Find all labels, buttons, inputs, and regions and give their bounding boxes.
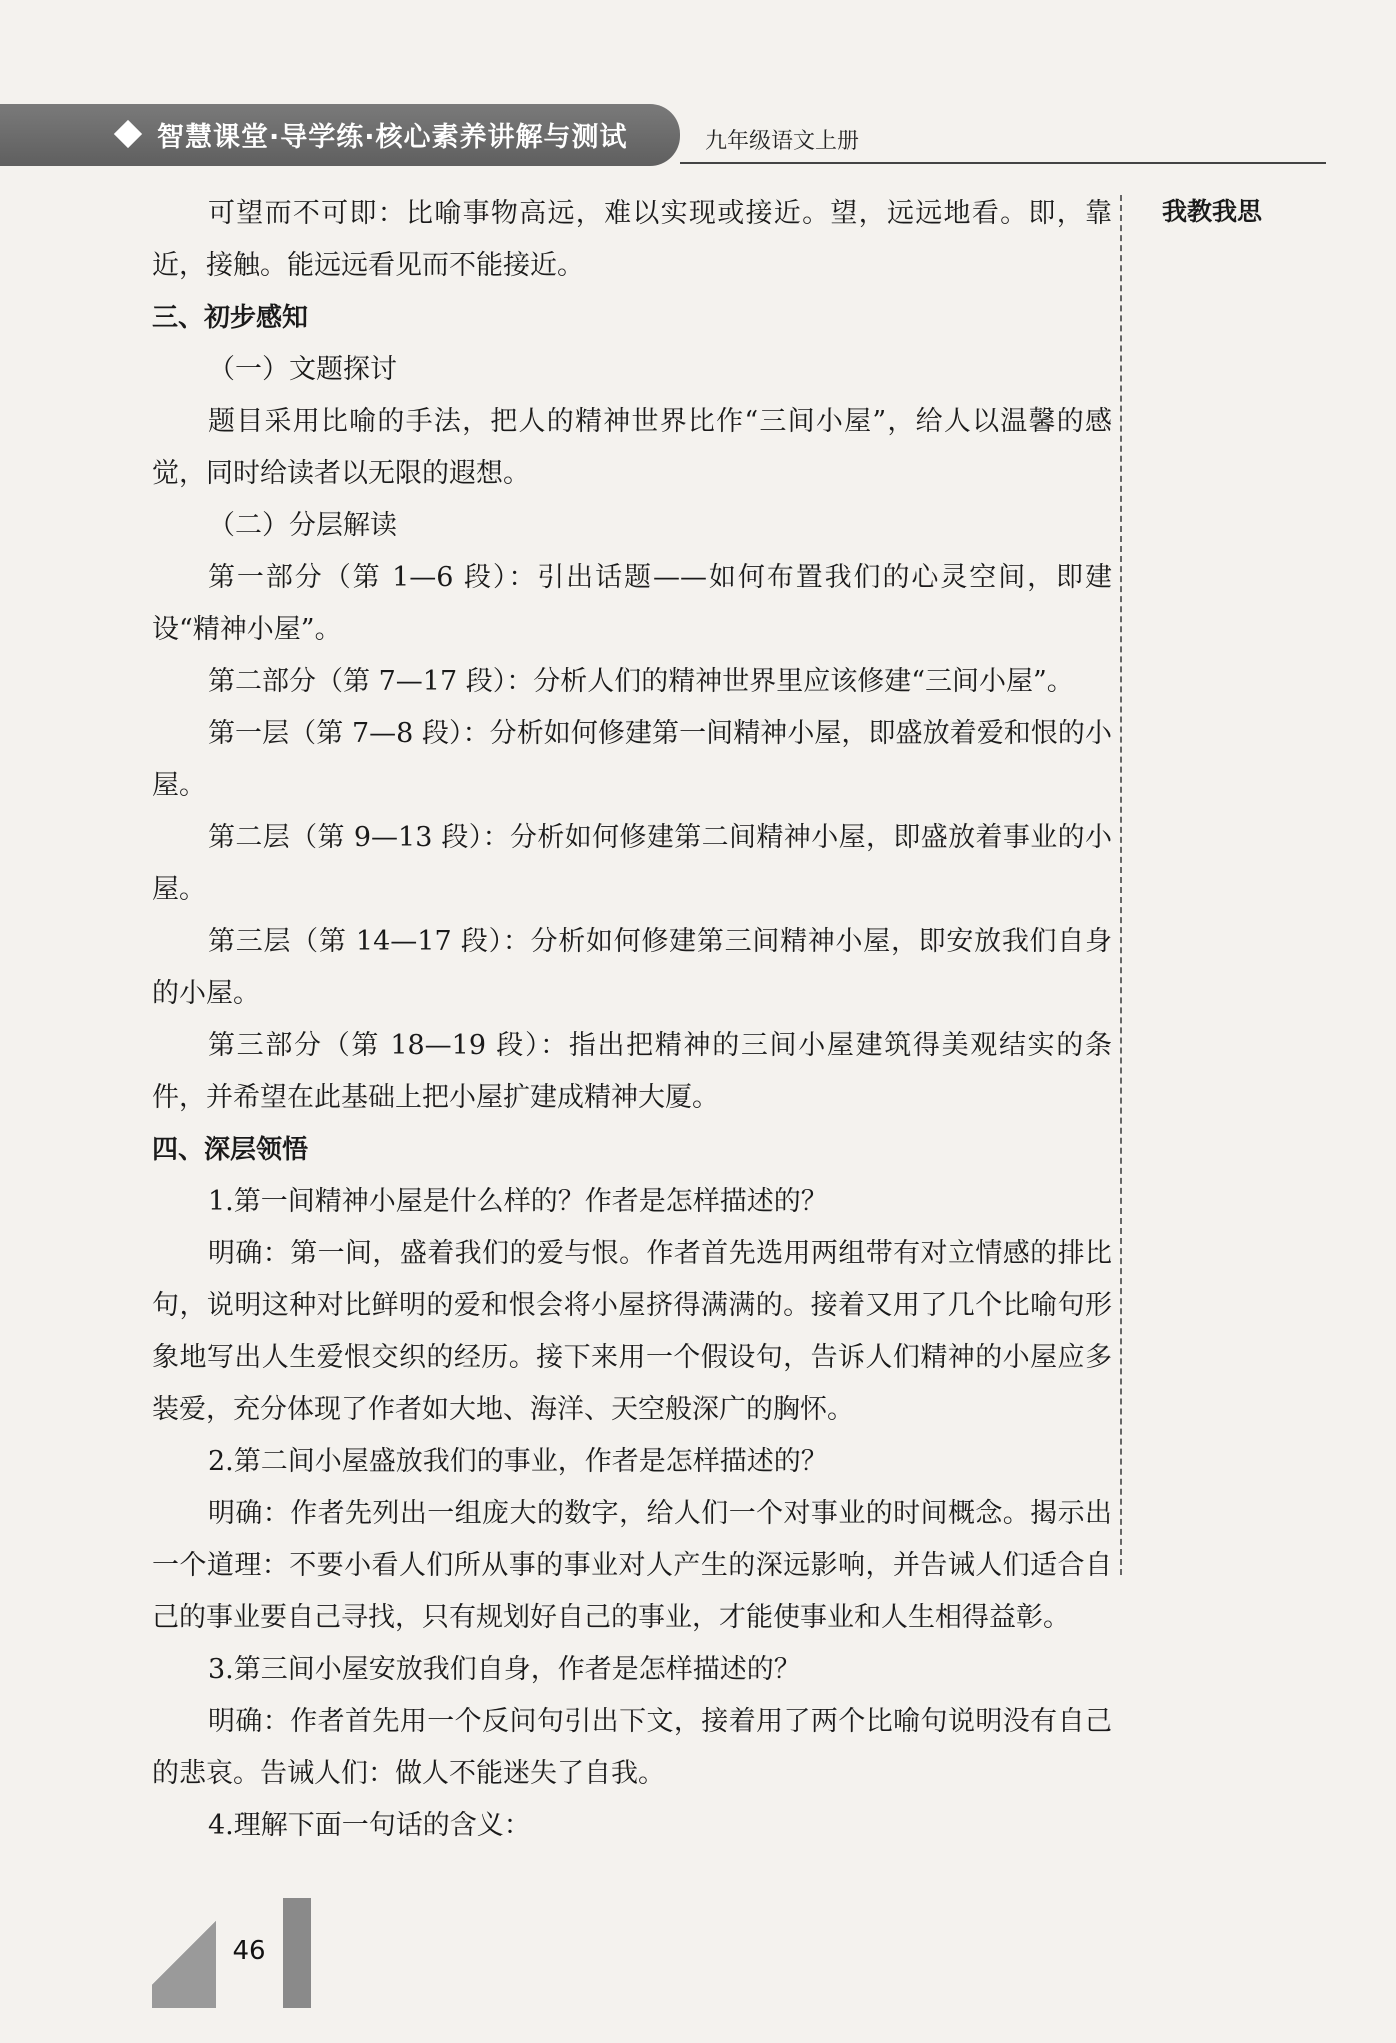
- section-heading: 四、深层领悟: [152, 1135, 309, 1165]
- paragraph: 第三部分（第 18—19 段）：指出把精神的三间小屋建筑得美观结实的条件，并希望在此基础上把小屋扩建成精神大厦。: [152, 1030, 1112, 1113]
- sidebar-title: 我教我思: [1162, 197, 1263, 226]
- section-heading: 三、初步感知: [152, 303, 309, 333]
- question: 4.理解下面一句话的含义：: [208, 1810, 531, 1841]
- answer: 明确：作者首先用一个反问句引出下文，接着用了两个比喻句说明没有自己的悲哀。告诫人们：做人不能迷失了自我。: [152, 1706, 1112, 1789]
- paragraph: 第二层（第 9—13 段）：分析如何修建第二间精神小屋，即盛放着事业的小屋。: [152, 822, 1112, 905]
- main-content: [152, 188, 1112, 1852]
- question: 1.第一间精神小屋是什么样的？作者是怎样描述的？: [208, 1186, 828, 1217]
- page-bar-decoration: [283, 1898, 311, 2008]
- answer: 明确：第一间，盛着我们的爱与恨。作者首先选用两组带有对立情感的排比句，说明这种对比鲜明的爱和恨会将小屋挤得满满的。接着又用了几个比喻句形象地写出人生爱恨交织的经历。接下来用一个假设句，告诉人们精神的小屋应多装爱，充分体现了作者如大地、海洋、天空般深广的胸怀。: [152, 1238, 1112, 1425]
- answer: 明确：作者先列出一组庞大的数字，给人们一个对事业的时间概念。揭示出一个道理：不要小看人们所从事的事业对人产生的深远影响，并告诫人们适合自己的事业要自己寻找，只有规划好自己的事业，才能使事业和人生相得益彰。: [152, 1498, 1112, 1633]
- question: 3.第三间小屋安放我们自身，作者是怎样描述的？: [208, 1654, 801, 1685]
- subheading: （一）文题探讨: [208, 354, 397, 385]
- paragraph: 可望而不可即：比喻事物高远，难以实现或接近。望，远远地看。即，靠近，接触。能远远看见而不能接近。: [152, 198, 1112, 281]
- page-number: 46: [232, 1936, 266, 1966]
- question: 2.第二间小屋盛放我们的事业，作者是怎样描述的？: [208, 1446, 828, 1477]
- grade-label: 九年级语文上册: [705, 129, 860, 154]
- subheading: （二）分层解读: [208, 510, 397, 541]
- margin-divider: [1120, 195, 1122, 1575]
- paragraph: 题目采用比喻的手法，把人的精神世界比作“三间小屋”，给人以温馨的感觉，同时给读者以无限的遐想。: [152, 406, 1112, 489]
- paragraph: 第一部分（第 1—6 段）：引出话题——如何布置我们的心灵空间，即建设“精神小屋”。: [152, 562, 1112, 645]
- paragraph: 第一层（第 7—8 段）：分析如何修建第一间精神小屋，即盛放着爱和恨的小屋。: [152, 718, 1112, 801]
- page-corner-decoration: [152, 1898, 216, 2008]
- header-rule: [680, 162, 1326, 164]
- paragraph: 第二部分（第 7—17 段）：分析人们的精神世界里应该修建“三间小屋”。: [208, 666, 1074, 697]
- series-title: 智慧课堂·导学练·核心素养讲解与测试: [157, 122, 628, 153]
- paragraph: 第三层（第 14—17 段）：分析如何修建第三间精神小屋，即安放我们自身的小屋。: [152, 926, 1112, 1009]
